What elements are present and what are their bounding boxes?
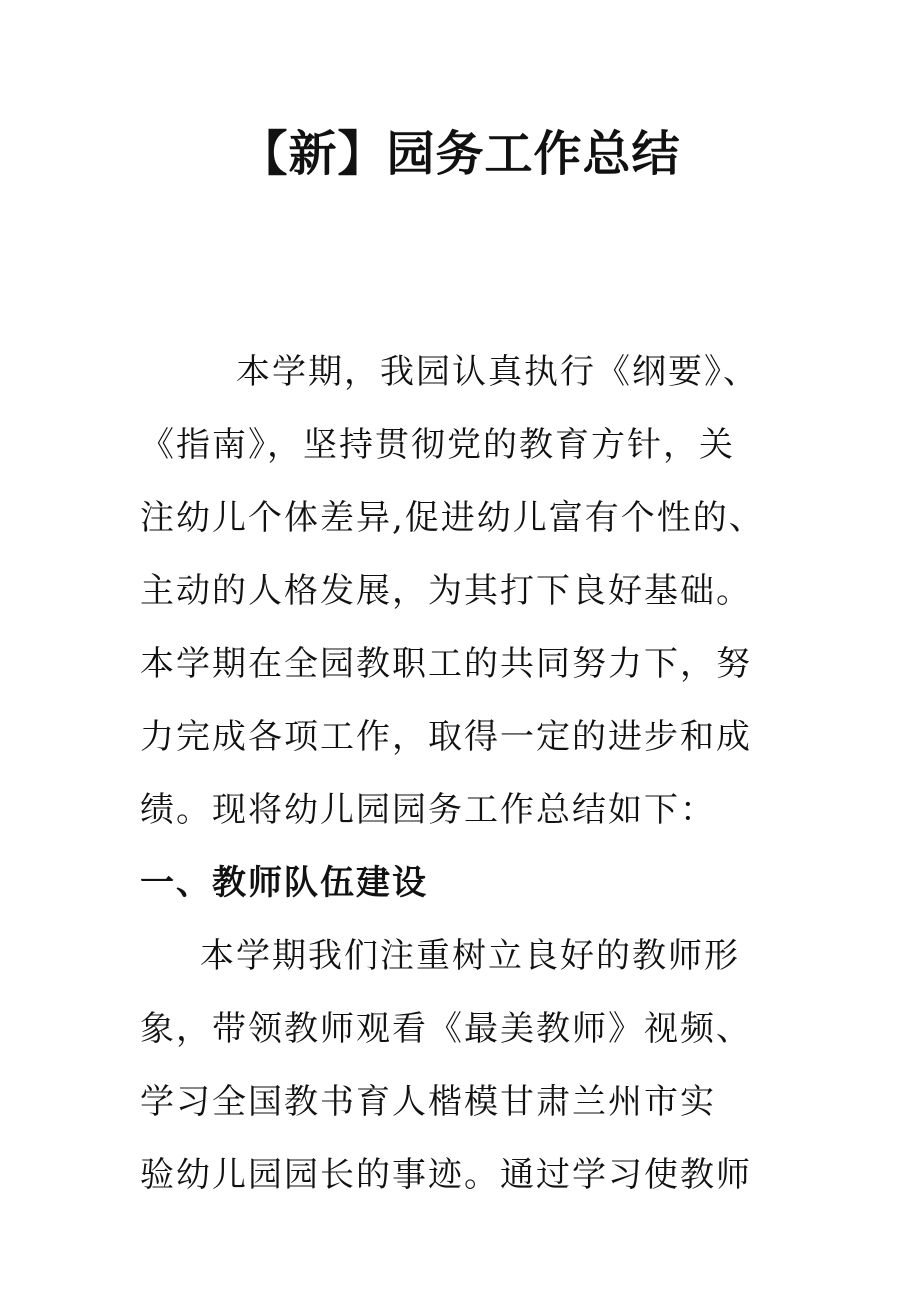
paragraph-line: 验幼儿园园长的事迹。通过学习使教师	[140, 1155, 752, 1195]
paragraph-line: 本学期在全园教职工的共同努力下，努	[140, 644, 752, 684]
paragraph-line: 力完成各项工作，取得一定的进步和成	[140, 717, 752, 757]
paragraph-teachers	[140, 920, 840, 1212]
paragraph-line: 主动的人格发展，为其打下良好基础。	[140, 571, 752, 611]
paragraph-line: 本学期，我园认真执行《纲要》、	[236, 352, 759, 392]
document-title: 【新】园务工作总结	[239, 126, 681, 182]
paragraph-line: 学习全国教书育人楷模甘肃兰州市实	[140, 1082, 716, 1122]
paragraph-line: 象，带领教师观看《最美教师》视频、	[140, 1009, 752, 1049]
section-heading: 一、教师队伍建设	[140, 863, 428, 903]
paragraph-line: 绩。现将幼儿园园务工作总结如下：	[140, 790, 716, 830]
document-body	[140, 336, 840, 1212]
paragraph-line: 《指南》，坚持贯彻党的教育方针，关	[140, 425, 735, 465]
paragraph-line: 本学期我们注重树立良好的教师形	[200, 936, 740, 976]
paragraph-intro	[140, 336, 840, 847]
paragraph-line: 注幼儿个体差异,促进幼儿富有个性的、	[140, 498, 765, 538]
